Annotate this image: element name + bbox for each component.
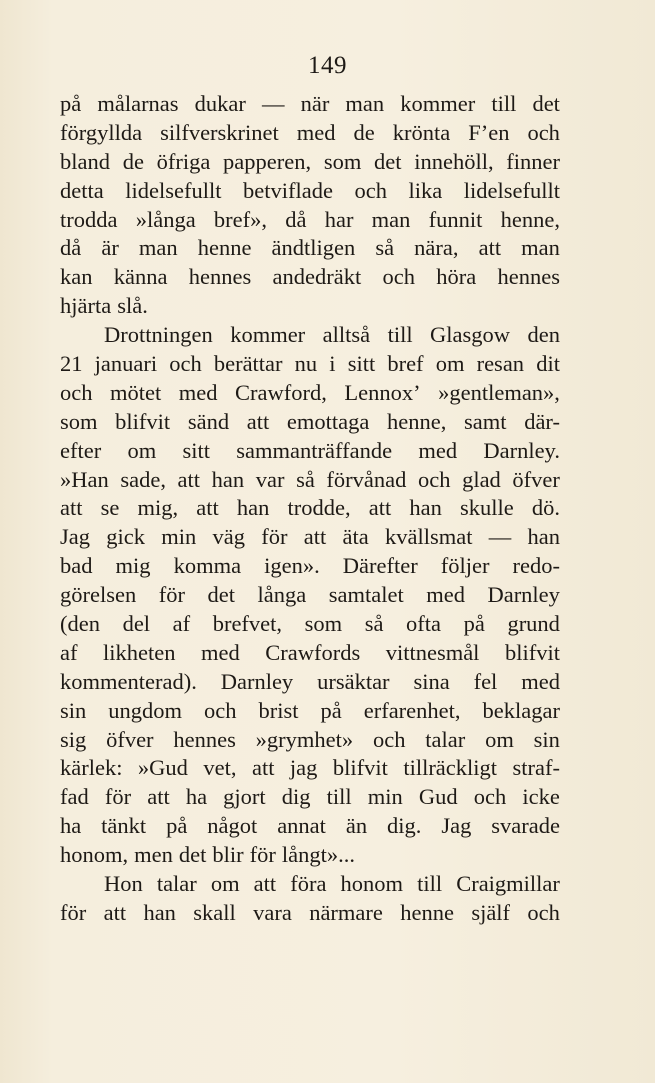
word: långt»... xyxy=(281,842,356,868)
text-line xyxy=(60,668,560,697)
word: resan xyxy=(476,351,525,377)
word: att xyxy=(60,495,83,521)
word: mötet xyxy=(110,379,162,405)
word: med xyxy=(200,639,240,665)
word: själf xyxy=(471,899,511,925)
word: förvånad xyxy=(326,466,407,492)
word: efter xyxy=(60,437,102,463)
word: och xyxy=(169,351,202,377)
word: att xyxy=(147,784,170,810)
word: sin xyxy=(60,697,87,723)
word: »långa xyxy=(135,206,196,232)
word: sammanträffande xyxy=(236,437,393,463)
text-line xyxy=(60,870,560,899)
word: gick xyxy=(106,524,145,550)
word: Darnley xyxy=(487,582,560,608)
word: på xyxy=(463,611,485,637)
text-line xyxy=(60,350,560,379)
word: han xyxy=(143,899,176,925)
word: brefvet, xyxy=(212,611,283,637)
word: bland xyxy=(60,148,110,174)
word: om xyxy=(485,726,514,752)
word: »Gud xyxy=(137,755,188,781)
word: Drottningen xyxy=(104,322,213,348)
word: till xyxy=(491,91,517,116)
word: för xyxy=(158,582,185,608)
word: det xyxy=(374,148,402,174)
word: silfverskrinet xyxy=(160,119,279,145)
word: slå. xyxy=(117,293,148,319)
text-line xyxy=(60,812,560,841)
word: kärlek: xyxy=(60,755,123,781)
word: komma xyxy=(173,553,242,579)
word: hennes xyxy=(188,264,252,290)
word: bref», xyxy=(213,206,268,232)
word: den xyxy=(527,322,560,348)
word: öfver xyxy=(106,726,154,752)
word: ursäktar xyxy=(317,668,390,694)
word: med xyxy=(296,119,336,145)
word: blifvit xyxy=(332,755,388,781)
word: har xyxy=(324,206,354,232)
word: och xyxy=(382,264,415,290)
word: på xyxy=(320,697,342,723)
page-number: 149 xyxy=(308,52,347,79)
word: icke xyxy=(522,784,560,810)
word: och xyxy=(372,726,406,752)
word: sitt xyxy=(347,351,376,377)
word: ändtligen xyxy=(271,235,356,261)
word: andedräkt xyxy=(272,264,362,290)
word: »grymhet» xyxy=(255,726,354,752)
text-line xyxy=(60,754,560,783)
word: att xyxy=(303,524,327,550)
word: för xyxy=(261,524,288,550)
word: betviflade xyxy=(243,177,333,203)
word: sin xyxy=(533,726,560,752)
word: med xyxy=(178,379,218,405)
word: och xyxy=(527,899,560,925)
text-line xyxy=(60,581,560,610)
word: lika xyxy=(408,177,443,203)
word: är xyxy=(101,235,119,261)
text-line xyxy=(60,234,560,263)
text-line xyxy=(60,552,560,581)
word: med xyxy=(426,582,465,608)
word: han xyxy=(236,495,270,521)
word: januari xyxy=(94,351,158,377)
word: nu xyxy=(294,351,318,377)
word: nära, xyxy=(414,235,459,261)
text-line xyxy=(60,899,560,928)
word: följer xyxy=(440,553,490,579)
word: så xyxy=(364,611,384,637)
text-line xyxy=(60,292,560,321)
word: se xyxy=(100,495,120,521)
word: kommenterad). xyxy=(60,668,197,694)
word: att xyxy=(253,871,277,897)
word: kvällsmat xyxy=(385,524,473,550)
word: trodda xyxy=(60,206,118,232)
word: Crawfords xyxy=(265,639,361,665)
word: långa xyxy=(257,582,307,608)
word: sitt xyxy=(182,437,211,463)
word: öfriga xyxy=(156,148,211,174)
word: lidelsefullt xyxy=(125,177,222,203)
word: och xyxy=(473,784,507,810)
text-line xyxy=(60,494,560,523)
word: blifvit xyxy=(504,639,560,665)
word: till xyxy=(417,871,443,897)
word: henne xyxy=(400,899,454,925)
word: man xyxy=(371,206,411,232)
word: vara xyxy=(253,899,292,925)
word: hjärta xyxy=(60,293,112,319)
word: han xyxy=(409,495,442,521)
text-line xyxy=(60,523,560,552)
word: väg xyxy=(212,524,246,550)
word: han xyxy=(211,466,245,492)
word: bref xyxy=(387,351,424,377)
word: tillräckligt xyxy=(403,755,498,781)
word: samtalet xyxy=(328,582,404,608)
word: till xyxy=(326,784,352,810)
text-line xyxy=(60,639,560,668)
word: igen». xyxy=(264,553,320,579)
word: när xyxy=(300,91,330,116)
word: beklagar xyxy=(482,697,560,723)
word: krönta xyxy=(392,119,451,145)
word: vittnesmål xyxy=(385,639,480,665)
word: finner xyxy=(506,148,560,174)
word: svarade xyxy=(491,813,560,839)
word: bad xyxy=(60,553,93,579)
word: lidelsefullt xyxy=(463,177,560,203)
text-line xyxy=(60,610,560,639)
word: att xyxy=(196,495,219,521)
text-line xyxy=(60,148,560,177)
word: hennes xyxy=(173,726,236,752)
word: och xyxy=(527,119,560,145)
text-line xyxy=(60,263,560,292)
word: om xyxy=(210,871,240,897)
word: så xyxy=(375,235,395,261)
word: blir xyxy=(212,842,244,868)
word: till xyxy=(387,322,413,348)
word: — xyxy=(261,91,285,116)
word: att xyxy=(368,495,392,521)
word: Crawford, xyxy=(235,379,327,405)
word: alltså xyxy=(322,322,371,348)
word: straf- xyxy=(512,755,560,781)
word: 21 xyxy=(60,351,83,377)
word: dukar xyxy=(194,91,246,116)
word: på xyxy=(60,91,82,116)
word: emottaga xyxy=(286,408,370,434)
word: gjort xyxy=(223,784,266,810)
word: skall xyxy=(193,899,236,925)
word: talar xyxy=(156,871,197,897)
word: fad xyxy=(60,784,89,810)
word: men xyxy=(134,842,173,868)
word: sade, xyxy=(120,466,166,492)
word: henne, xyxy=(387,408,447,434)
word: det xyxy=(532,91,560,116)
word: ha xyxy=(185,784,208,810)
text-line xyxy=(60,466,560,495)
text-line xyxy=(60,408,560,437)
word: de xyxy=(122,148,144,174)
word: Jag xyxy=(441,813,472,839)
word: det xyxy=(178,842,207,868)
word: Hon xyxy=(104,871,143,897)
text-line xyxy=(60,206,560,235)
word: att xyxy=(103,899,127,925)
word: Gud xyxy=(418,784,458,810)
word: del xyxy=(122,611,151,637)
word: om xyxy=(435,351,465,377)
word: för xyxy=(104,784,132,810)
word: sänd xyxy=(187,408,230,434)
word: Craigmillar xyxy=(456,871,560,897)
word: något xyxy=(207,813,258,839)
word: då xyxy=(285,206,307,232)
word: att xyxy=(251,755,275,781)
word: där- xyxy=(524,408,560,434)
word: han xyxy=(527,524,560,550)
word: som xyxy=(60,408,98,434)
text-line xyxy=(60,177,560,206)
word: i xyxy=(329,351,336,377)
word: (den xyxy=(60,611,100,637)
word: Darnley. xyxy=(483,437,560,463)
word: skulle xyxy=(460,495,514,521)
text-line xyxy=(60,90,560,119)
word: så xyxy=(296,466,315,492)
word: min xyxy=(161,524,197,550)
word: erfarenhet, xyxy=(363,697,461,723)
word: att xyxy=(246,408,270,434)
word: henne, xyxy=(500,206,560,232)
word: som xyxy=(304,611,343,637)
body-text xyxy=(60,90,560,928)
word: mig xyxy=(115,553,151,579)
word: funnit xyxy=(428,206,483,232)
word: Jag xyxy=(60,524,90,550)
word: och xyxy=(204,697,237,723)
word: sina xyxy=(413,668,450,694)
word: dit xyxy=(536,351,560,377)
word: med xyxy=(521,668,560,694)
word: man xyxy=(138,235,178,261)
word: dig xyxy=(281,784,311,810)
word: henne xyxy=(197,235,252,261)
word: öfver xyxy=(512,466,560,492)
word: likheten xyxy=(102,639,176,665)
word: att xyxy=(478,235,502,261)
text-line xyxy=(60,726,560,755)
text-line xyxy=(60,437,560,466)
word: ungdom xyxy=(108,697,183,723)
text-line xyxy=(60,321,560,350)
word: närmare xyxy=(309,899,383,925)
word: för xyxy=(60,899,87,925)
word: ofta xyxy=(406,611,442,637)
word: målarnas xyxy=(97,91,179,116)
word: F’en xyxy=(468,119,510,145)
word: Glasgow xyxy=(430,322,511,348)
word: af xyxy=(172,611,191,637)
word: då xyxy=(60,235,82,261)
word: blifvit xyxy=(115,408,171,434)
word: Därefter xyxy=(342,553,418,579)
word: min xyxy=(367,784,403,810)
word: kommer xyxy=(400,91,476,116)
word: dig. xyxy=(387,813,422,839)
word: kan xyxy=(60,264,93,290)
word: och xyxy=(354,177,387,203)
word: om xyxy=(127,437,157,463)
word: fel xyxy=(473,668,498,694)
word: innehöll, xyxy=(414,148,494,174)
word: hennes xyxy=(497,264,560,290)
word: sig xyxy=(60,726,87,752)
word: och xyxy=(60,379,93,405)
word: att xyxy=(177,466,201,492)
word: honom xyxy=(340,871,404,897)
word: trodde, xyxy=(287,495,351,521)
word: »gentleman», xyxy=(438,379,560,405)
word: glad xyxy=(462,466,501,492)
text-line xyxy=(60,783,560,812)
word: vet, xyxy=(203,755,237,781)
word: detta xyxy=(60,177,104,203)
word: som xyxy=(323,148,362,174)
word: — xyxy=(488,524,512,550)
word: för xyxy=(249,842,276,868)
word: på xyxy=(166,813,188,839)
word: föra xyxy=(290,871,327,897)
word: af xyxy=(60,639,78,665)
word: papperen, xyxy=(223,148,312,174)
word: samt xyxy=(464,408,507,434)
word: grund xyxy=(507,611,560,637)
text-line xyxy=(60,697,560,726)
word: berättar xyxy=(213,351,283,377)
word: tänkt xyxy=(101,813,147,839)
word: »Han xyxy=(60,466,109,492)
word: annat xyxy=(277,813,326,839)
word: dö. xyxy=(531,495,560,521)
word: var xyxy=(255,466,285,492)
word: honom, xyxy=(60,842,129,868)
word: med xyxy=(418,437,458,463)
word: jag xyxy=(289,755,318,781)
word: brist xyxy=(258,697,299,723)
word: man xyxy=(521,235,560,261)
word: känna xyxy=(113,264,168,290)
word: talar xyxy=(425,726,466,752)
word: görelsen xyxy=(60,582,137,608)
text-line xyxy=(60,841,560,870)
word: man xyxy=(345,91,385,116)
word: de xyxy=(353,119,375,145)
word: än xyxy=(345,813,368,839)
word: kommer xyxy=(230,322,306,348)
word: det xyxy=(207,582,235,608)
word: Lennox’ xyxy=(344,379,421,405)
word: mig, xyxy=(137,495,179,521)
text-line xyxy=(60,119,560,148)
word: äta xyxy=(342,524,369,550)
word: ha xyxy=(60,813,82,839)
word: höra xyxy=(436,264,477,290)
word: och xyxy=(417,466,451,492)
text-line xyxy=(60,379,560,408)
word: förgyllda xyxy=(60,119,143,145)
word: redo- xyxy=(512,553,560,579)
word: Darnley xyxy=(220,668,294,694)
